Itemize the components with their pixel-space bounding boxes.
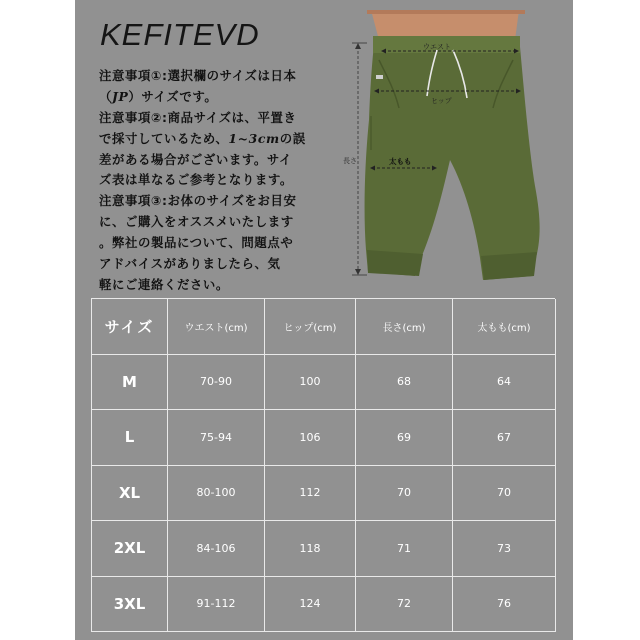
table-value-cell: 72: [356, 577, 453, 633]
table-value-cell: 106: [265, 410, 356, 466]
note-line: [99, 275, 361, 296]
table-value-cell: 118: [265, 521, 356, 577]
table-header-cell: 太もも(cm): [453, 299, 556, 355]
table-value-cell: 68: [356, 355, 453, 411]
note-text: JP: [112, 88, 129, 104]
table-header-cell: 長さ(cm): [356, 299, 453, 355]
length-label: 長さ: [343, 157, 357, 165]
torso-shadow: [367, 10, 525, 14]
note-text: （: [99, 88, 112, 104]
size-label-cell: 3XL: [92, 577, 168, 633]
size-notes: [99, 66, 361, 296]
note-line: [99, 254, 361, 275]
table-value-cell: 70: [453, 466, 556, 522]
note-line: [99, 233, 361, 254]
table-value-cell: 64: [453, 355, 556, 411]
table-value-cell: 100: [265, 355, 356, 411]
left-cuff: [367, 250, 423, 276]
note-text: ）サイズです。: [128, 88, 218, 104]
note-line: [99, 191, 361, 212]
note-text: 1~3cm: [228, 130, 280, 146]
table-value-cell: 73: [453, 521, 556, 577]
note-text: に、ご購入をオススメいたします: [99, 214, 294, 230]
table-value-cell: 67: [453, 410, 556, 466]
note-line: [99, 129, 361, 150]
right-cuff: [481, 252, 537, 280]
size-label-cell: L: [92, 410, 168, 466]
table-value-cell: 76: [453, 577, 556, 633]
note-text: 差がある場合がございます。サイ: [99, 151, 292, 167]
table-header-cell: サイズ: [92, 299, 168, 355]
table-header-cell: ウエスト(cm): [168, 299, 265, 355]
waist-label: ウエスト: [423, 43, 451, 51]
note-text: 。弊社の製品について、問題点や: [99, 235, 294, 251]
note-text: 軽にご連絡ください。: [99, 276, 229, 292]
size-label-cell: 2XL: [92, 521, 168, 577]
note-text: の誤: [279, 130, 306, 146]
table-value-cell: 70-90: [168, 355, 265, 411]
table-header-cell: ヒップ(cm): [265, 299, 356, 355]
table-value-cell: 70: [356, 466, 453, 522]
zip-pocket: [376, 75, 383, 79]
size-label-cell: M: [92, 355, 168, 411]
note-line: [99, 170, 361, 191]
note-text: アドバイスがありましたら、気: [99, 256, 281, 272]
table-value-cell: 80-100: [168, 466, 265, 522]
note-text: 注意事項③:お体のサイズをお目安: [99, 193, 297, 209]
note-line: [99, 87, 361, 108]
table-value-cell: 124: [265, 577, 356, 633]
hip-label: ヒップ: [431, 97, 452, 105]
note-text: で採寸しているため、: [99, 130, 229, 146]
brand-logo: KEFITEVD: [100, 17, 260, 52]
table-value-cell: 112: [265, 466, 356, 522]
note-text: 注意事項①:選択欄のサイズは日本: [99, 68, 297, 83]
size-label-cell: XL: [92, 466, 168, 522]
table-value-cell: 91-112: [168, 577, 265, 633]
note-text: ズ表は単なるご参考となります。: [99, 172, 293, 188]
thigh-label: 太もも: [389, 157, 412, 166]
table-value-cell: 69: [356, 410, 453, 466]
table-value-cell: 75-94: [168, 410, 265, 466]
note-line: [99, 150, 361, 171]
note-text: 注意事項②:商品サイズは、平置き: [99, 109, 297, 125]
note-line: [99, 66, 361, 87]
table-value-cell: 84-106: [168, 521, 265, 577]
size-table: [91, 298, 555, 632]
table-value-cell: 71: [356, 521, 453, 577]
note-line: [99, 212, 361, 233]
pants-measurement-figure: [343, 10, 568, 288]
note-line: [99, 108, 361, 129]
model-torso: [371, 10, 519, 40]
